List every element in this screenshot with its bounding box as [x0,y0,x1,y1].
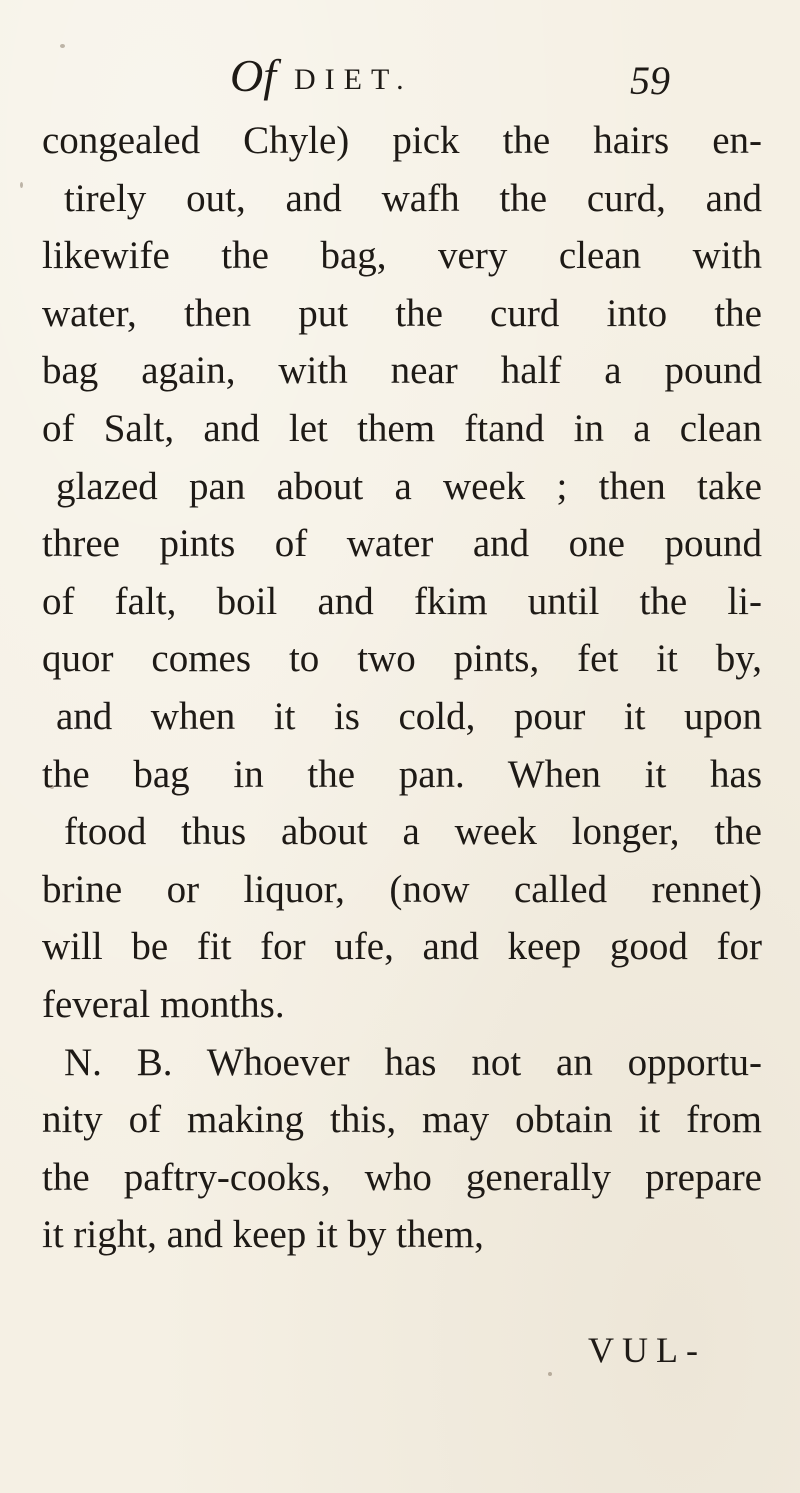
paper-speck [50,785,54,789]
text-line: water, then put the curd into the [42,291,762,335]
text-line: N. B. Whoever has not an opportu- [64,1040,762,1084]
text-line: feveral months. [42,982,285,1026]
text-line: glazed pan about a week ; then take [56,464,762,508]
text-line: bag again, with near half a pound [42,349,762,393]
paper-speck [60,44,65,48]
page-number: 59 [630,58,670,103]
text-line: tirely out, and wafh the curd, and [64,176,762,220]
text-line: nity of making this, may obtain it from [42,1098,762,1142]
paper-speck [20,182,23,188]
running-head-title: DIET. [294,63,413,96]
text-line: brine or liquor, (now called rennet) [42,867,762,911]
text-line: the paftry-cooks, who generally prepare [42,1155,762,1199]
text-line: congealed Chyle) pick the hairs en- [42,119,762,162]
text-line: ftood thus about a week longer, the [64,810,762,854]
paper-speck [548,1372,552,1376]
text-line: and when it is cold, pour it upon [56,694,762,738]
text-line: of Salt, and let them ftand in a clean [42,406,762,450]
running-head-of: Of [230,50,276,101]
text-line: three pints of water and one pound [42,522,762,566]
body-text [42,112,762,1264]
text-line: the bag in the pan. When it has [42,752,762,796]
text-line: likewife the bag, very clean with [42,234,762,278]
text-line: it right, and keep it by them, [42,1213,484,1257]
text-line: of falt, boil and fkim until the li- [42,579,762,623]
text-line: quor comes to two pints, fet it by, [42,637,762,681]
running-head [230,48,670,108]
text-line: will be fit for ufe, and keep good for [42,925,762,969]
catchword: VUL- [588,1330,706,1370]
